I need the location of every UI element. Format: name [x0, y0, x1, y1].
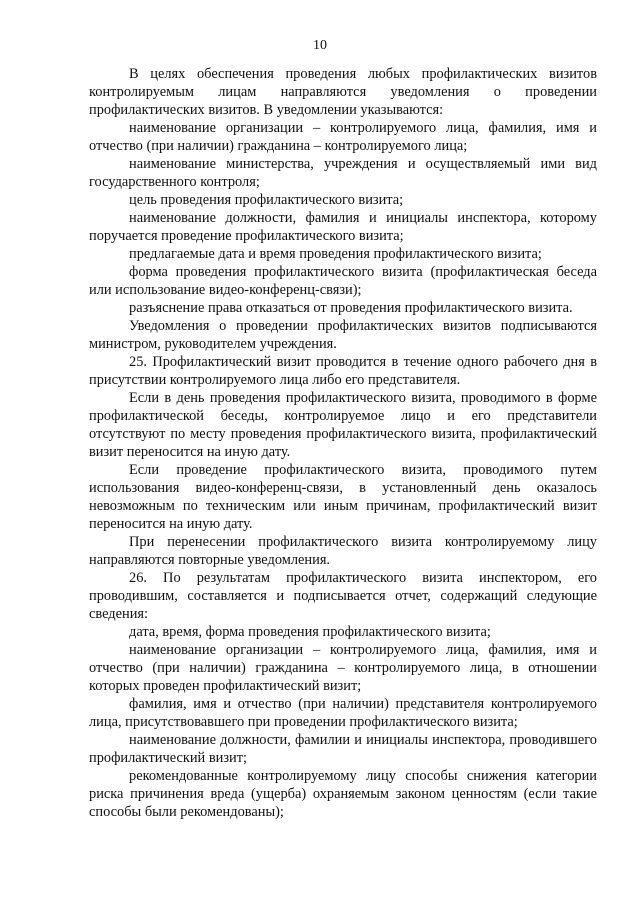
paragraph: форма проведения профилактического визита (профилактическая беседа или использование видео-конференц-связи);: [89, 264, 597, 298]
paragraph: цель проведения профилактического визита;: [129, 192, 404, 208]
document-body: [89, 65, 597, 821]
paragraph: фамилия, имя и отчество (при наличии) представителя контролируемого лица, присутствовавшего при проведении профилактического визита;: [89, 696, 597, 730]
paragraph: предлагаемые дата и время проведения профилактического визита;: [129, 246, 542, 262]
paragraph: Если в день проведения профилактического визита, проводимого в форме профилактической беседы, контролируемое лицо и его представители отсутствуют по месту проведения профилактического визита, профилактический визит переносится на иную дату.: [89, 390, 597, 460]
paragraph: рекомендованные контролируемому лицу способы снижения категории риска причинения вреда (ущерба) охраняемым законом ценностям (если такие способы были рекомендованы);: [89, 768, 597, 820]
paragraph: разъяснение права отказаться от проведения профилактического визита.: [129, 300, 573, 316]
paragraph: наименование министерства, учреждения и осуществляемый ими вид государственного контроля;: [89, 156, 597, 190]
paragraph: наименование организации – контролируемого лица, фамилия, имя и отчество (при наличии) гражданина – контролируемого лица;: [89, 120, 597, 154]
paragraph: 26. По результатам профилактического визита инспектором, его проводившим, составляется и подписывается отчет, содержащий следующие сведения:: [89, 570, 597, 622]
paragraph: В целях обеспечения проведения любых профилактических визитов контролируемым лицам направляются уведомления о проведении профилактических визитов. В уведомлении указываются:: [89, 66, 597, 118]
paragraph: 25. Профилактический визит проводится в течение одного рабочего дня в присутствии контролируемого лица либо его представителя.: [89, 354, 597, 388]
paragraph: Уведомления о проведении профилактических визитов подписываются министром, руководителем учреждения.: [89, 318, 597, 352]
paragraph: Если проведение профилактического визита, проводимого путем использования видео-конференц-связи, в установленный день оказалось невозможным по техническим или иным причинам, профилактический визит переносится на иную дату.: [89, 462, 597, 532]
paragraph: При перенесении профилактического визита контролируемому лицу направляются повторные уведомления.: [89, 534, 597, 568]
paragraph: наименование должности, фамилия и инициалы инспектора, которому поручается проведение профилактического визита;: [89, 210, 597, 244]
paragraph: наименование должности, фамилии и инициалы инспектора, проводившего профилактический визит;: [89, 732, 597, 766]
page-number: 10: [313, 38, 327, 53]
paragraph: дата, время, форма проведения профилактического визита;: [129, 624, 491, 640]
paragraph: наименование организации – контролируемого лица, фамилия, имя и отчество (при наличии) гражданина – контролируемого лица, в отношении которых проведен профилактический визит;: [89, 642, 597, 694]
